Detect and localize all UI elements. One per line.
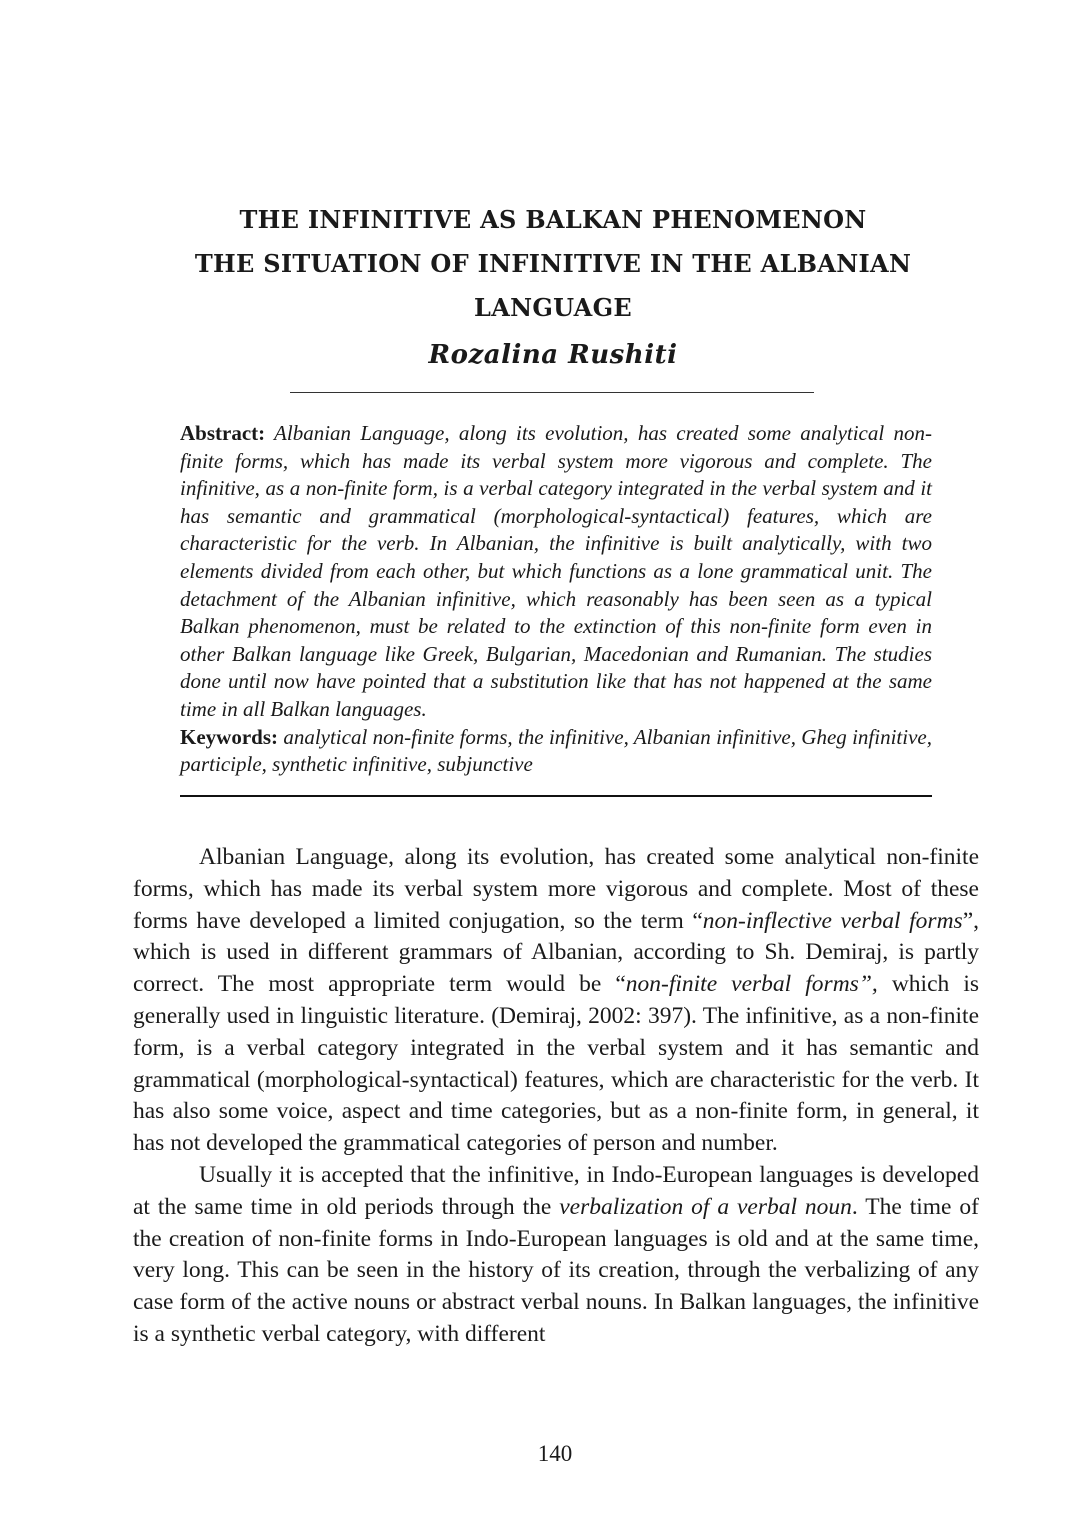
- abstract-block: [180, 420, 932, 779]
- page-number: 140: [537, 1441, 573, 1466]
- body-text: [133, 842, 979, 1351]
- p2-text-1: Usually it is accepted that the infinitive, in Indo-European languages is developed at the same time in old periods through the: [133, 1161, 979, 1220]
- title-line-2: THE SITUATION OF INFINITIVE IN THE ALBANIAN: [194, 249, 912, 278]
- p1-italic-2: non-finite verbal forms”,: [625, 971, 878, 998]
- p1-text-1: Albanian Language, along its evolution, has created some analytical non-finite forms, which has made its verbal system more vigorous and complete. Most of these forms have developed a limited conjugation, so the term “: [133, 844, 979, 934]
- paragraph-2: [133, 1160, 979, 1351]
- keywords-label: Keywords:: [180, 724, 278, 749]
- p2-italic-1: verbalization of a verbal noun: [559, 1193, 852, 1220]
- abstract-label: Abstract:: [180, 421, 266, 445]
- p2-text-2: . The time of the creation of non-finite forms in Indo-European languages is old and at the same time, very long. This can be seen in the history of its creation, through the verbalizing of any case form of the active nouns or abstract verbal nouns. In Balkan languages, the infinitive is a synthetic verbal category, with different: [133, 1193, 979, 1347]
- p1-text-3: which is generally used in linguistic literature. (Demiraj, 2002: 397). The infinitive, as a non-finite form, is a verbal category integrated in the verbal system and it has semantic and grammatical (morphological-syntactical) features, which are characteristic for the verb. It has also some voice, aspect and time categories, but as a non-finite form, in general, it has not developed the grammatical categories of person and number.: [133, 971, 979, 1157]
- p1-text-2: ”, which is used in different grammars of Albanian, according to Sh. Demiraj, is partly correct. The most appropriate term would be “: [133, 907, 979, 998]
- title-line-1: THE INFINITIVE AS BALKAN PHENOMENON: [239, 205, 867, 234]
- p1-italic-1: non-inflective verbal forms: [702, 907, 963, 934]
- paper-title: [130, 198, 976, 330]
- title-divider: [290, 392, 814, 393]
- keywords-text: analytical non-finite forms, the infinitive, Albanian infinitive, Gheg infinitive, participle, synthetic infinitive, subjunctive: [180, 724, 932, 777]
- author-name: Rozalina Rushiti: [428, 340, 678, 370]
- abstract-divider: [180, 795, 932, 797]
- paragraph-1: [133, 842, 979, 1160]
- title-line-3: LANGUAGE: [474, 293, 632, 322]
- abstract-text: Albanian Language, along its evolution, has created some analytical non-finite forms, which has made its verbal system more vigorous and complete. The infinitive, as a non-finite form, is a verbal category integrated in the verbal system and it has semantic and grammatical (morphological-syntactical) features, which are characteristic for the verb. In Albanian, the infinitive is built analytically, with two elements divided from each other, but which functions as a lone grammatical unit. The detachment of the Albanian infinitive, which reasonably has been seen as a typical Balkan phenomenon, must be related to the extinction of this non-finite form even in other Balkan language like Greek, Bulgarian, Macedonian and Rumanian. The studies done until now have pointed that a substitution like that has not happened at the same time in all Balkan languages.: [180, 421, 932, 721]
